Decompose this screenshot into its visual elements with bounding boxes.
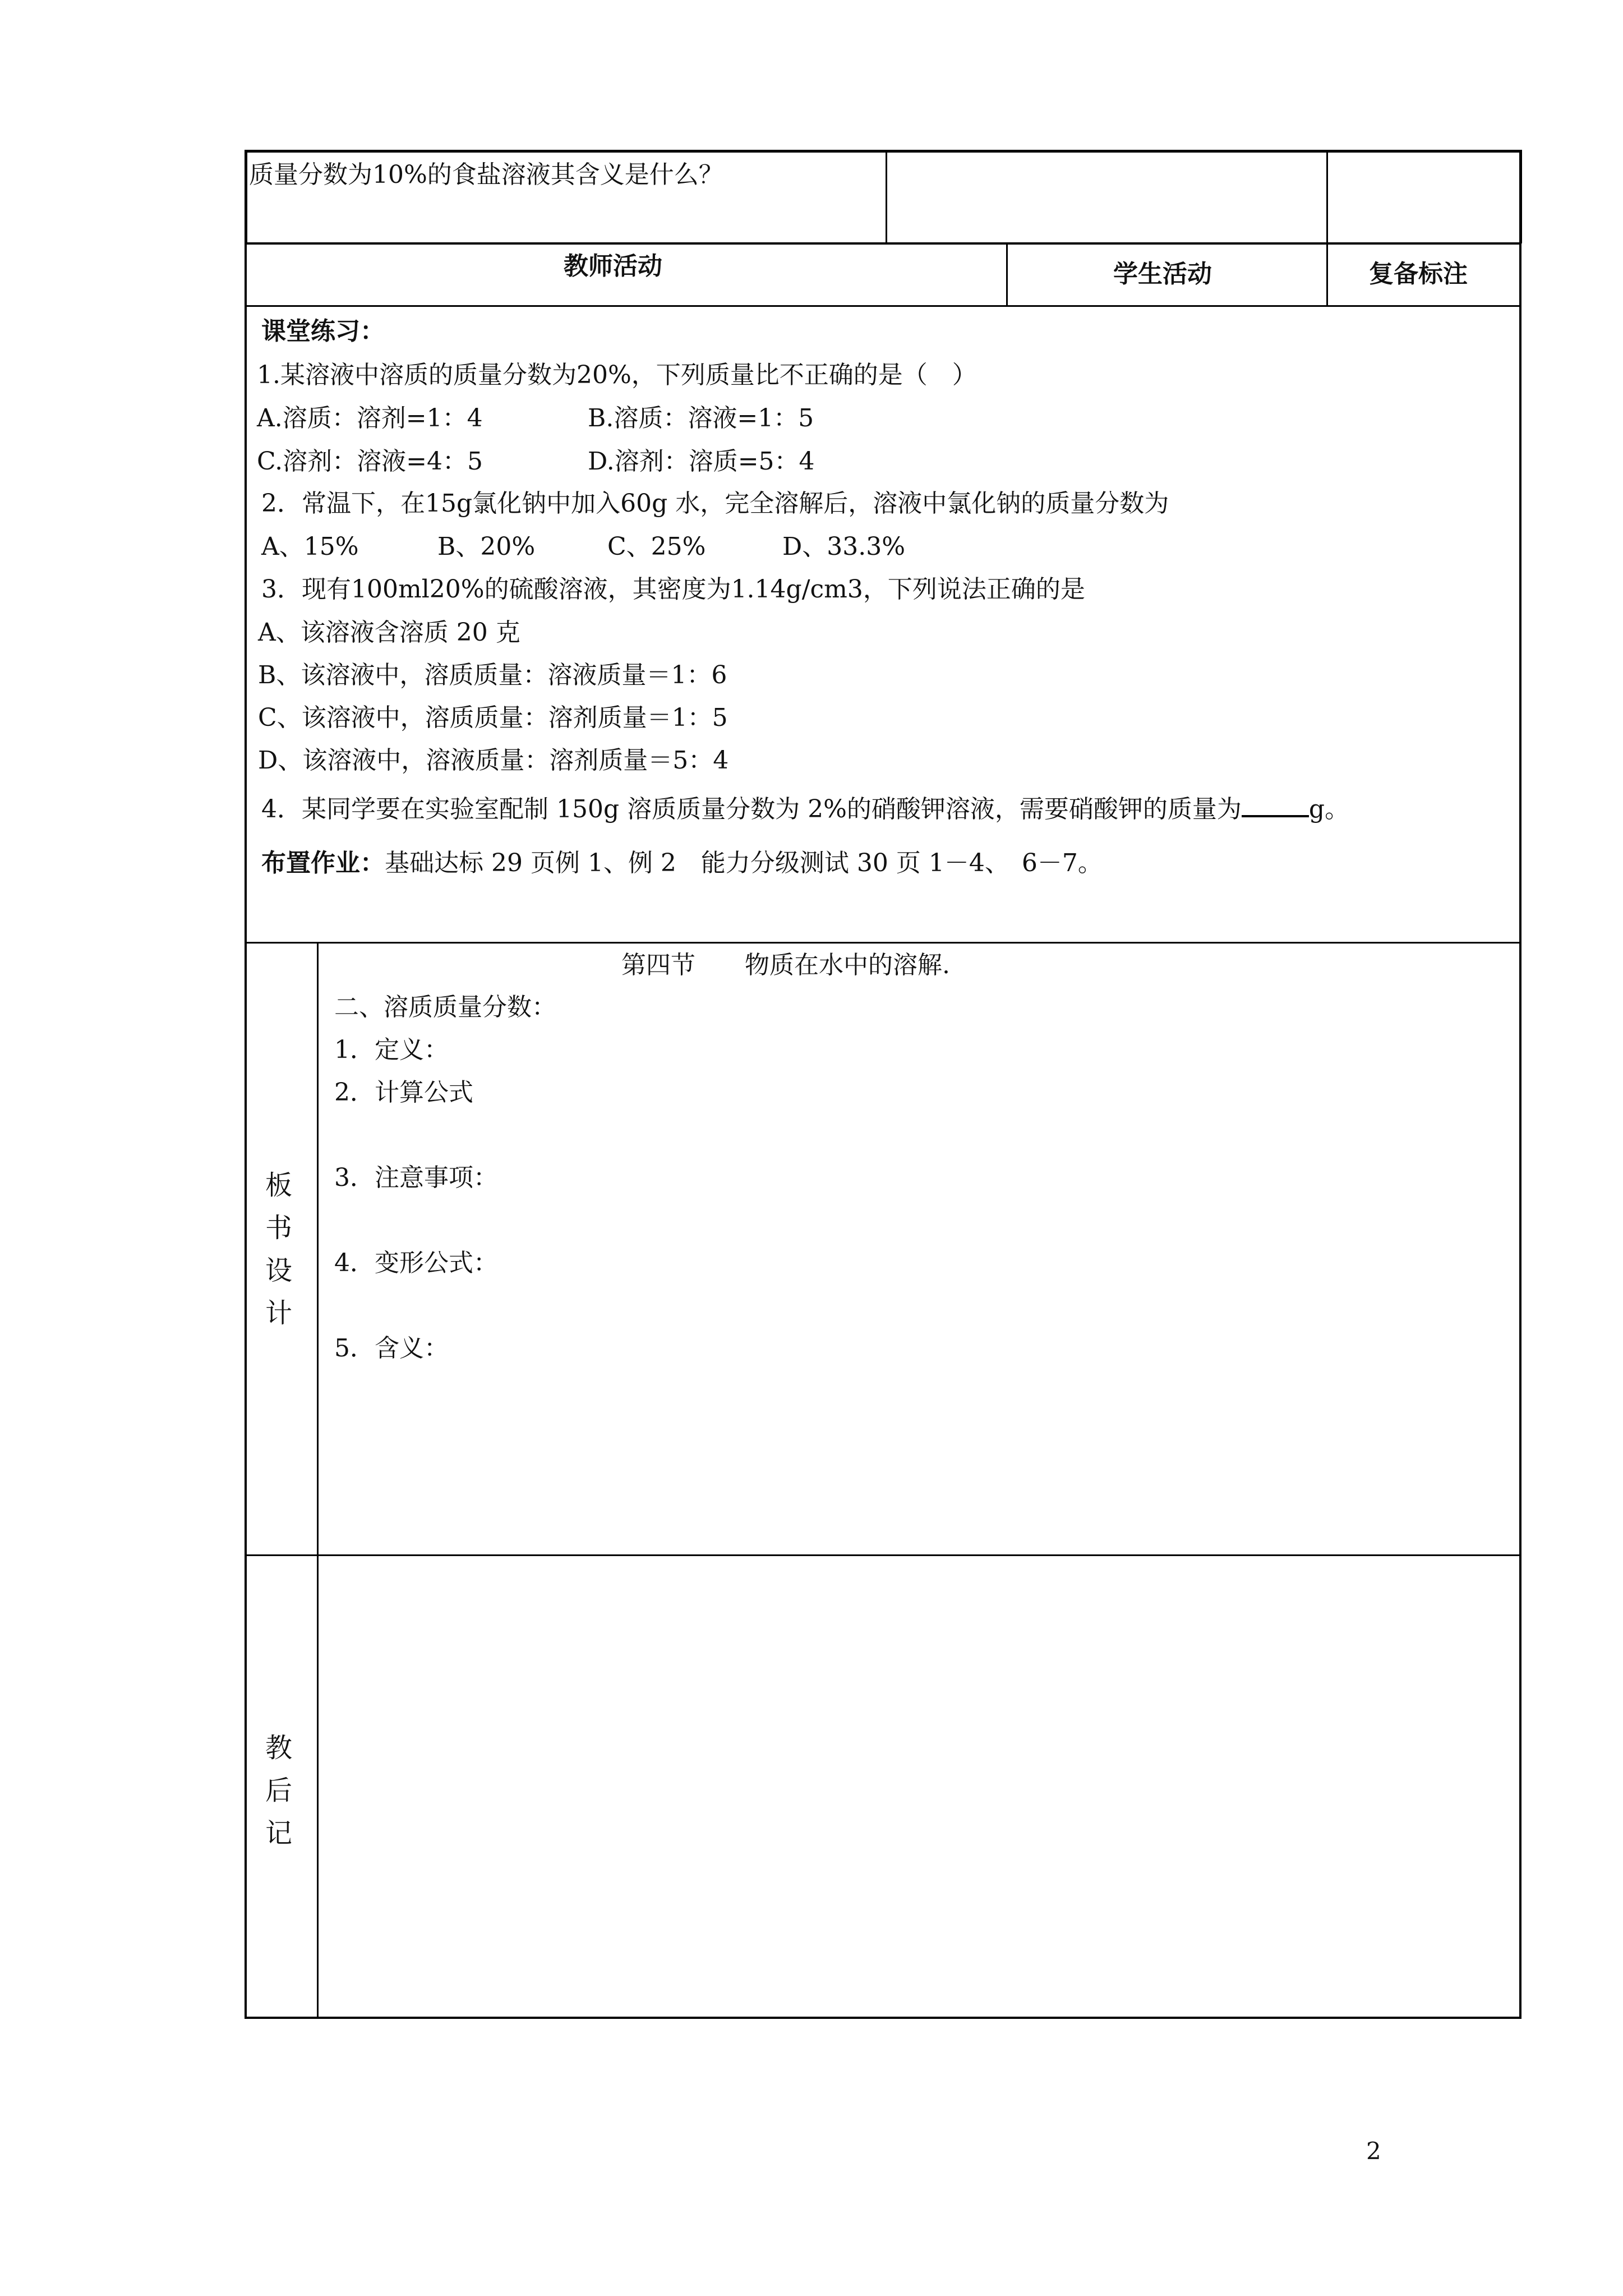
question-4 [261,793,1349,825]
q3-option-d: D、该溶液中，溶液质量：溶剂质量＝5：4 [258,746,729,775]
main-table-top-border [245,242,1521,245]
q2-option-c: C、25% [607,532,706,561]
q3-option-a: A、该溶液含溶质 20 克 [258,618,520,647]
homework-line [261,848,1103,879]
board-item: 4．变形公式： [334,1249,498,1277]
page-number: 2 [1366,2137,1381,2165]
homework-label: 布置作业： [261,849,385,877]
question-4-unit: g。 [1308,795,1350,823]
board-title: 第四节 物质在水中的溶解. [621,951,950,979]
reflection-side-label [262,1727,296,1855]
header-bottom-border [245,305,1521,307]
header-teacher-activity: 教师活动 [564,252,662,280]
reflection-label-char: 后 [265,1775,292,1806]
q3-option-c: C、该溶液中，溶质质量：溶剂质量＝1：5 [258,703,728,732]
q1-option-c: C.溶剂：溶液=4：5 [257,447,483,476]
q2-option-a: A、15% [261,532,359,561]
question-3: 3．现有100ml20%的硫酸溶液，其密度为1.14g/cm3，下列说法正确的是 [261,575,1085,604]
q3-option-b: B、该溶液中，溶质质量：溶液质量＝1：6 [258,661,727,689]
board-label-char: 书 [265,1212,292,1244]
question-1: 1.某溶液中溶质的质量分数为20%，下列质量比不正确的是（ ） [257,361,977,389]
board-item: 5．含义： [334,1334,449,1363]
board-side-label [262,1164,296,1335]
board-item: 3．注意事项： [334,1163,498,1192]
main-table-left-border [245,242,247,2019]
top-row-divider-1 [886,150,887,243]
board-label-char: 计 [265,1297,292,1329]
top-row-divider-2 [1326,150,1328,243]
board-label-char: 板 [265,1170,292,1201]
q1-option-d: D.溶剂：溶质=5：4 [588,447,815,476]
practice-bottom-border [245,942,1521,944]
top-row-question: 质量分数为10%的食盐溶液其含义是什么？ [249,160,723,189]
question-2: 2．常温下，在15g氯化钠中加入60g 水，完全溶解后，溶液中氯化钠的质量分数为 [261,489,1169,518]
top-row-top-border [245,150,1521,153]
board-item: 二、溶质质量分数： [334,993,556,1022]
question-4-text: 4．某同学要在实验室配制 150g 溶质质量分数为 2%的硝酸钾溶液，需要硝酸钾的质量为 [261,795,1242,823]
board-item: 2．计算公式 [334,1078,473,1107]
answer-blank [1242,793,1309,817]
homework-text: 基础达标 29 页例 1、例 2 能力分级测试 30 页 1－4、 6－7。 [385,849,1103,877]
reflection-label-char: 记 [265,1818,292,1849]
top-row-right-border [1519,150,1522,243]
board-bottom-border [245,1554,1521,1556]
top-row-left-border [245,150,247,243]
header-divider-1 [1006,242,1008,306]
practice-title: 课堂练习： [261,317,385,346]
header-divider-2 [1326,242,1328,306]
q1-option-a: A.溶质：溶剂=1：4 [257,404,483,432]
header-student-activity: 学生活动 [1113,260,1212,288]
q1-option-b: B.溶质：溶液=1：5 [588,404,814,432]
reflection-label-char: 教 [265,1732,292,1764]
header-review-notes: 复备标注 [1369,260,1468,288]
q2-option-b: B、20% [437,532,536,561]
board-label-divider [317,942,319,2017]
q2-option-d: D、33.3% [782,532,906,561]
main-table-bottom-border [245,2017,1521,2019]
board-label-char: 设 [265,1255,292,1286]
board-item: 1．定义： [334,1036,449,1064]
main-table-right-border [1519,242,1521,2019]
